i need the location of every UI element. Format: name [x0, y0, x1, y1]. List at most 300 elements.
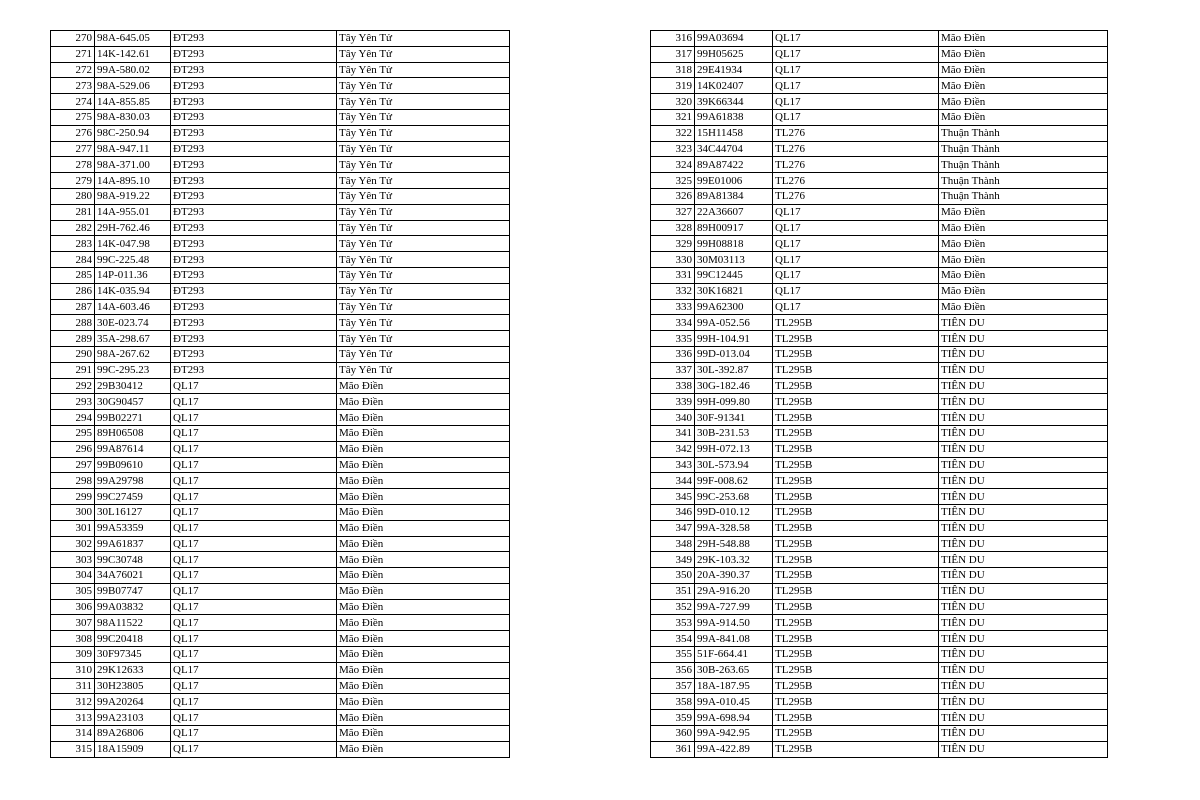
location-cell: Tây Yên Tử: [337, 62, 510, 78]
plate-number-cell: 18A-187.95: [695, 678, 773, 694]
table-row: [651, 283, 1108, 299]
table-row: [651, 109, 1108, 125]
plate-number-cell: 99H-099.80: [695, 394, 773, 410]
road-cell: TL295B: [773, 362, 939, 378]
row-number-cell: 293: [51, 394, 95, 410]
road-cell: ĐT293: [171, 31, 337, 47]
right-table-body: [651, 31, 1108, 758]
road-cell: ĐT293: [171, 173, 337, 189]
row-number-cell: 316: [651, 31, 695, 47]
location-cell: Mão Điền: [337, 694, 510, 710]
plate-number-cell: 14A-895.10: [95, 173, 171, 189]
road-cell: QL17: [171, 394, 337, 410]
location-cell: Mão Điền: [337, 631, 510, 647]
location-cell: TIÊN DU: [939, 552, 1108, 568]
table-row: [51, 615, 510, 631]
row-number-cell: 295: [51, 425, 95, 441]
road-cell: TL295B: [773, 457, 939, 473]
location-cell: Mão Điền: [939, 283, 1108, 299]
row-number-cell: 354: [651, 631, 695, 647]
row-number-cell: 300: [51, 504, 95, 520]
location-cell: Mão Điền: [337, 378, 510, 394]
plate-number-cell: 14A-955.01: [95, 204, 171, 220]
location-cell: TIÊN DU: [939, 315, 1108, 331]
table-row: [651, 583, 1108, 599]
table-row: [651, 252, 1108, 268]
plate-number-cell: 99A20264: [95, 694, 171, 710]
road-cell: QL17: [171, 599, 337, 615]
row-number-cell: 310: [51, 662, 95, 678]
location-cell: Tây Yên Tử: [337, 173, 510, 189]
location-cell: Mão Điền: [337, 457, 510, 473]
location-cell: Mão Điền: [939, 267, 1108, 283]
table-row: [651, 236, 1108, 252]
road-cell: TL295B: [773, 331, 939, 347]
row-number-cell: 271: [51, 46, 95, 62]
table-row: [51, 504, 510, 520]
location-cell: TIÊN DU: [939, 599, 1108, 615]
table-row: [51, 678, 510, 694]
road-cell: ĐT293: [171, 188, 337, 204]
row-number-cell: 334: [651, 315, 695, 331]
road-cell: ĐT293: [171, 299, 337, 315]
location-cell: Mão Điền: [939, 62, 1108, 78]
road-cell: QL17: [171, 583, 337, 599]
table-row: [651, 362, 1108, 378]
table-row: [651, 157, 1108, 173]
road-cell: ĐT293: [171, 315, 337, 331]
plate-number-cell: 14K-035.94: [95, 283, 171, 299]
road-cell: TL276: [773, 157, 939, 173]
row-number-cell: 340: [651, 410, 695, 426]
row-number-cell: 318: [651, 62, 695, 78]
row-number-cell: 322: [651, 125, 695, 141]
table-row: [51, 473, 510, 489]
location-cell: TIÊN DU: [939, 694, 1108, 710]
plate-number-cell: 99A61837: [95, 536, 171, 552]
plate-number-cell: 98C-250.94: [95, 125, 171, 141]
table-row: [51, 173, 510, 189]
location-cell: Thuận Thành: [939, 141, 1108, 157]
table-row: [651, 473, 1108, 489]
plate-number-cell: 30H23805: [95, 678, 171, 694]
road-cell: QL17: [773, 236, 939, 252]
table-row: [651, 410, 1108, 426]
row-number-cell: 282: [51, 220, 95, 236]
table-row: [51, 346, 510, 362]
row-number-cell: 338: [651, 378, 695, 394]
row-number-cell: 298: [51, 473, 95, 489]
road-cell: QL17: [171, 378, 337, 394]
road-cell: QL17: [171, 726, 337, 742]
location-cell: TIÊN DU: [939, 410, 1108, 426]
row-number-cell: 327: [651, 204, 695, 220]
road-cell: QL17: [171, 410, 337, 426]
plate-number-cell: 98A-947.11: [95, 141, 171, 157]
right-table-panel: [650, 30, 1107, 758]
location-cell: Mão Điền: [939, 204, 1108, 220]
location-cell: Mão Điền: [337, 520, 510, 536]
row-number-cell: 292: [51, 378, 95, 394]
plate-number-cell: 22A36607: [695, 204, 773, 220]
row-number-cell: 286: [51, 283, 95, 299]
table-row: [51, 726, 510, 742]
road-cell: TL295B: [773, 378, 939, 394]
plate-number-cell: 14K02407: [695, 78, 773, 94]
location-cell: Tây Yên Tử: [337, 94, 510, 110]
table-row: [51, 125, 510, 141]
row-number-cell: 303: [51, 552, 95, 568]
plate-number-cell: 99C-295.23: [95, 362, 171, 378]
road-cell: ĐT293: [171, 283, 337, 299]
road-cell: ĐT293: [171, 331, 337, 347]
location-cell: Tây Yên Tử: [337, 31, 510, 47]
location-cell: Mão Điền: [337, 536, 510, 552]
road-cell: QL17: [171, 425, 337, 441]
table-row: [651, 78, 1108, 94]
table-row: [651, 31, 1108, 47]
row-number-cell: 289: [51, 331, 95, 347]
location-cell: Tây Yên Tử: [337, 236, 510, 252]
location-cell: Thuận Thành: [939, 157, 1108, 173]
table-row: [51, 315, 510, 331]
plate-number-cell: 35A-298.67: [95, 331, 171, 347]
road-cell: ĐT293: [171, 141, 337, 157]
table-row: [51, 362, 510, 378]
row-number-cell: 313: [51, 710, 95, 726]
plate-number-cell: 30B-231.53: [695, 425, 773, 441]
road-cell: QL17: [773, 46, 939, 62]
plate-number-cell: 30L16127: [95, 504, 171, 520]
road-cell: ĐT293: [171, 346, 337, 362]
row-number-cell: 305: [51, 583, 95, 599]
table-row: [51, 188, 510, 204]
row-number-cell: 319: [651, 78, 695, 94]
location-cell: Mão Điền: [939, 299, 1108, 315]
road-cell: QL17: [773, 220, 939, 236]
location-cell: TIÊN DU: [939, 520, 1108, 536]
location-cell: Mão Điền: [337, 662, 510, 678]
plate-number-cell: 30G90457: [95, 394, 171, 410]
table-row: [651, 647, 1108, 663]
location-cell: Mão Điền: [337, 410, 510, 426]
road-cell: QL17: [171, 473, 337, 489]
row-number-cell: 346: [651, 504, 695, 520]
road-cell: TL295B: [773, 489, 939, 505]
road-cell: TL295B: [773, 425, 939, 441]
table-row: [651, 425, 1108, 441]
plate-number-cell: 99A-422.89: [695, 741, 773, 757]
row-number-cell: 290: [51, 346, 95, 362]
road-cell: TL295B: [773, 504, 939, 520]
table-row: [651, 489, 1108, 505]
row-number-cell: 353: [651, 615, 695, 631]
row-number-cell: 291: [51, 362, 95, 378]
plate-number-cell: 29H-548.88: [695, 536, 773, 552]
table-row: [651, 378, 1108, 394]
location-cell: Thuận Thành: [939, 188, 1108, 204]
location-cell: TIÊN DU: [939, 457, 1108, 473]
location-cell: TIÊN DU: [939, 504, 1108, 520]
location-cell: Mão Điền: [939, 78, 1108, 94]
row-number-cell: 301: [51, 520, 95, 536]
road-cell: QL17: [171, 489, 337, 505]
plate-number-cell: 29A-916.20: [695, 583, 773, 599]
location-cell: Mão Điền: [337, 568, 510, 584]
road-cell: QL17: [171, 568, 337, 584]
location-cell: Mão Điền: [337, 615, 510, 631]
plate-number-cell: 99C30748: [95, 552, 171, 568]
table-row: [51, 631, 510, 647]
plate-number-cell: 30K16821: [695, 283, 773, 299]
row-number-cell: 325: [651, 173, 695, 189]
road-cell: QL17: [171, 552, 337, 568]
road-cell: ĐT293: [171, 125, 337, 141]
location-cell: Tây Yên Tử: [337, 362, 510, 378]
row-number-cell: 355: [651, 647, 695, 663]
row-number-cell: 281: [51, 204, 95, 220]
location-cell: TIÊN DU: [939, 331, 1108, 347]
row-number-cell: 337: [651, 362, 695, 378]
road-cell: ĐT293: [171, 252, 337, 268]
row-number-cell: 343: [651, 457, 695, 473]
table-row: [51, 536, 510, 552]
plate-number-cell: 99A-580.02: [95, 62, 171, 78]
row-number-cell: 312: [51, 694, 95, 710]
location-cell: Mão Điền: [337, 710, 510, 726]
row-number-cell: 284: [51, 252, 95, 268]
location-cell: Mão Điền: [337, 473, 510, 489]
road-cell: ĐT293: [171, 62, 337, 78]
row-number-cell: 283: [51, 236, 95, 252]
road-cell: TL276: [773, 188, 939, 204]
table-row: [651, 315, 1108, 331]
table-row: [651, 631, 1108, 647]
row-number-cell: 314: [51, 726, 95, 742]
row-number-cell: 358: [651, 694, 695, 710]
location-cell: Tây Yên Tử: [337, 283, 510, 299]
plate-number-cell: 99H-072.13: [695, 441, 773, 457]
table-row: [651, 552, 1108, 568]
row-number-cell: 357: [651, 678, 695, 694]
row-number-cell: 336: [651, 346, 695, 362]
road-cell: TL295B: [773, 552, 939, 568]
row-number-cell: 320: [651, 94, 695, 110]
location-cell: Mão Điền: [337, 599, 510, 615]
row-number-cell: 288: [51, 315, 95, 331]
table-row: [651, 441, 1108, 457]
location-cell: TIÊN DU: [939, 678, 1108, 694]
row-number-cell: 294: [51, 410, 95, 426]
row-number-cell: 332: [651, 283, 695, 299]
table-row: [51, 694, 510, 710]
row-number-cell: 308: [51, 631, 95, 647]
table-row: [651, 62, 1108, 78]
road-cell: QL17: [171, 647, 337, 663]
road-cell: TL295B: [773, 394, 939, 410]
location-cell: Tây Yên Tử: [337, 204, 510, 220]
location-cell: TIÊN DU: [939, 346, 1108, 362]
plate-number-cell: 30G-182.46: [695, 378, 773, 394]
location-cell: Mão Điền: [939, 252, 1108, 268]
location-cell: Tây Yên Tử: [337, 188, 510, 204]
table-row: [51, 109, 510, 125]
table-row: [51, 552, 510, 568]
plate-number-cell: 99C-225.48: [95, 252, 171, 268]
road-cell: ĐT293: [171, 362, 337, 378]
location-cell: Tây Yên Tử: [337, 252, 510, 268]
plate-number-cell: 99A-328.58: [695, 520, 773, 536]
plate-number-cell: 98A-371.00: [95, 157, 171, 173]
row-number-cell: 352: [651, 599, 695, 615]
row-number-cell: 306: [51, 599, 95, 615]
row-number-cell: 342: [651, 441, 695, 457]
table-row: [51, 46, 510, 62]
table-row: [51, 441, 510, 457]
location-cell: Mão Điền: [939, 109, 1108, 125]
road-cell: ĐT293: [171, 46, 337, 62]
location-cell: Tây Yên Tử: [337, 299, 510, 315]
road-cell: QL17: [773, 299, 939, 315]
table-row: [51, 410, 510, 426]
table-row: [51, 236, 510, 252]
plate-number-cell: 15H11458: [695, 125, 773, 141]
row-number-cell: 287: [51, 299, 95, 315]
table-row: [651, 615, 1108, 631]
plate-number-cell: 34A76021: [95, 568, 171, 584]
location-cell: TIÊN DU: [939, 647, 1108, 663]
road-cell: TL295B: [773, 647, 939, 663]
road-cell: QL17: [171, 741, 337, 757]
location-cell: Mão Điền: [939, 236, 1108, 252]
road-cell: QL17: [171, 694, 337, 710]
location-cell: Mão Điền: [337, 647, 510, 663]
table-row: [651, 267, 1108, 283]
table-row: [51, 157, 510, 173]
road-cell: QL17: [773, 78, 939, 94]
location-cell: Mão Điền: [939, 220, 1108, 236]
plate-number-cell: 89H06508: [95, 425, 171, 441]
location-cell: TIÊN DU: [939, 362, 1108, 378]
row-number-cell: 299: [51, 489, 95, 505]
plate-number-cell: 99F-008.62: [695, 473, 773, 489]
table-row: [651, 678, 1108, 694]
road-cell: TL295B: [773, 410, 939, 426]
plate-number-cell: 29H-762.46: [95, 220, 171, 236]
location-cell: TIÊN DU: [939, 631, 1108, 647]
plate-number-cell: 99A23103: [95, 710, 171, 726]
plate-number-cell: 99B02271: [95, 410, 171, 426]
road-cell: TL295B: [773, 741, 939, 757]
row-number-cell: 321: [651, 109, 695, 125]
plate-number-cell: 14K-047.98: [95, 236, 171, 252]
plate-number-cell: 14K-142.61: [95, 46, 171, 62]
road-cell: QL17: [773, 204, 939, 220]
row-number-cell: 345: [651, 489, 695, 505]
plate-number-cell: 18A15909: [95, 741, 171, 757]
plate-number-cell: 51F-664.41: [695, 647, 773, 663]
table-row: [651, 46, 1108, 62]
table-row: [51, 741, 510, 757]
plate-number-cell: 98A-267.62: [95, 346, 171, 362]
table-row: [51, 283, 510, 299]
road-cell: QL17: [773, 267, 939, 283]
table-row: [651, 694, 1108, 710]
table-row: [51, 489, 510, 505]
table-row: [651, 204, 1108, 220]
road-cell: ĐT293: [171, 236, 337, 252]
location-cell: TIÊN DU: [939, 394, 1108, 410]
plate-number-cell: 14A-603.46: [95, 299, 171, 315]
road-cell: QL17: [171, 615, 337, 631]
row-number-cell: 323: [651, 141, 695, 157]
plate-number-cell: 99A-914.50: [695, 615, 773, 631]
location-cell: Tây Yên Tử: [337, 78, 510, 94]
road-cell: TL295B: [773, 631, 939, 647]
road-cell: ĐT293: [171, 157, 337, 173]
plate-number-cell: 89A87422: [695, 157, 773, 173]
location-cell: Mão Điền: [337, 441, 510, 457]
row-number-cell: 276: [51, 125, 95, 141]
plate-number-cell: 30F-91341: [695, 410, 773, 426]
plate-number-cell: 30L-573.94: [695, 457, 773, 473]
table-row: [51, 94, 510, 110]
location-cell: TIÊN DU: [939, 441, 1108, 457]
plate-number-cell: 99C20418: [95, 631, 171, 647]
location-cell: Tây Yên Tử: [337, 157, 510, 173]
table-row: [651, 599, 1108, 615]
plate-number-cell: 39K66344: [695, 94, 773, 110]
plate-number-cell: 30B-263.65: [695, 662, 773, 678]
row-number-cell: 307: [51, 615, 95, 631]
row-number-cell: 361: [651, 741, 695, 757]
plate-number-cell: 99A53359: [95, 520, 171, 536]
road-cell: TL295B: [773, 694, 939, 710]
plate-number-cell: 20A-390.37: [695, 568, 773, 584]
row-number-cell: 309: [51, 647, 95, 663]
table-row: [51, 647, 510, 663]
row-number-cell: 326: [651, 188, 695, 204]
road-cell: QL17: [773, 31, 939, 47]
location-cell: Tây Yên Tử: [337, 141, 510, 157]
location-cell: Thuận Thành: [939, 125, 1108, 141]
road-cell: QL17: [171, 631, 337, 647]
road-cell: QL17: [773, 109, 939, 125]
table-row: [51, 662, 510, 678]
plate-number-cell: 99C-253.68: [695, 489, 773, 505]
row-number-cell: 324: [651, 157, 695, 173]
table-row: [51, 141, 510, 157]
location-cell: Thuận Thành: [939, 173, 1108, 189]
plate-number-cell: 99A03832: [95, 599, 171, 615]
row-number-cell: 329: [651, 236, 695, 252]
road-cell: TL295B: [773, 583, 939, 599]
plate-number-cell: 29K12633: [95, 662, 171, 678]
row-number-cell: 280: [51, 188, 95, 204]
row-number-cell: 350: [651, 568, 695, 584]
road-cell: QL17: [171, 504, 337, 520]
table-row: [51, 220, 510, 236]
road-cell: QL17: [773, 252, 939, 268]
table-row: [651, 94, 1108, 110]
location-cell: Mão Điền: [337, 489, 510, 505]
road-cell: QL17: [773, 283, 939, 299]
row-number-cell: 285: [51, 267, 95, 283]
row-number-cell: 297: [51, 457, 95, 473]
row-number-cell: 344: [651, 473, 695, 489]
road-cell: TL295B: [773, 520, 939, 536]
row-number-cell: 274: [51, 94, 95, 110]
